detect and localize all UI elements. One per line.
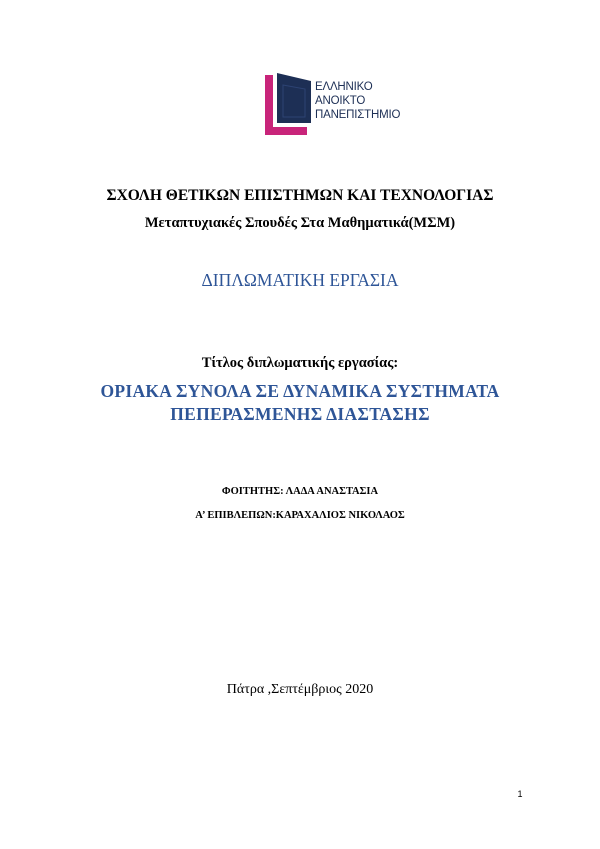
logo-text-line: ΠΑΝΕΠΙΣΤΗΜΙΟ [315,109,401,121]
place-date: Πάτρα ,Σεπτέμβριος 2020 [226,682,374,697]
document-type: ΔΙΠΛΩΜΑΤΙΚΗ ΕΡΓΑΣΙΑ [201,270,399,290]
logo-text [315,80,400,122]
thesis-title-line: ΠΕΠΕΡΑΣΜΕΝΗΣ ΔΙΑΣΤΑΣΗΣ [170,404,430,424]
school-name: ΣΧΟΛΗ ΘΕΤΙΚΩΝ ΕΠΙΣΤΗΜΩΝ ΚΑΙ ΤΕΧΝΟΛΟΓΙΑΣ [106,187,494,204]
title-label: Τίτλος διπλωματικής εργασίας: [201,355,399,371]
student-name: ΦΟΙΤΗΤΗΣ: ΛΑΔΑ ΑΝΑΣΤΑΣΙΑ [221,486,379,497]
page-number: 1 [517,789,523,799]
logo-text-line: ΕΛΛΗΝΙΚΟ [315,81,373,93]
university-logo [263,71,413,137]
supervisor-name: Α’ ΕΠΙΒΛΕΠΩΝ:ΚΑΡΑΧΑΛΙΟΣ ΝΙΚΟΛΑΟΣ [195,510,405,521]
logo-mark-icon [263,71,313,137]
program-name: Μεταπτυχιακές Σπουδές Στα Μαθηματικά(ΜΣΜ) [144,215,456,231]
thesis-title-line: ΟΡΙΑΚΑ ΣΥΝΟΛΑ ΣΕ ΔΥΝΑΜΙΚΑ ΣΥΣΤΗΜΑΤΑ [100,381,500,401]
logo-text-line: ΑΝΟΙΚΤΟ [315,95,366,107]
